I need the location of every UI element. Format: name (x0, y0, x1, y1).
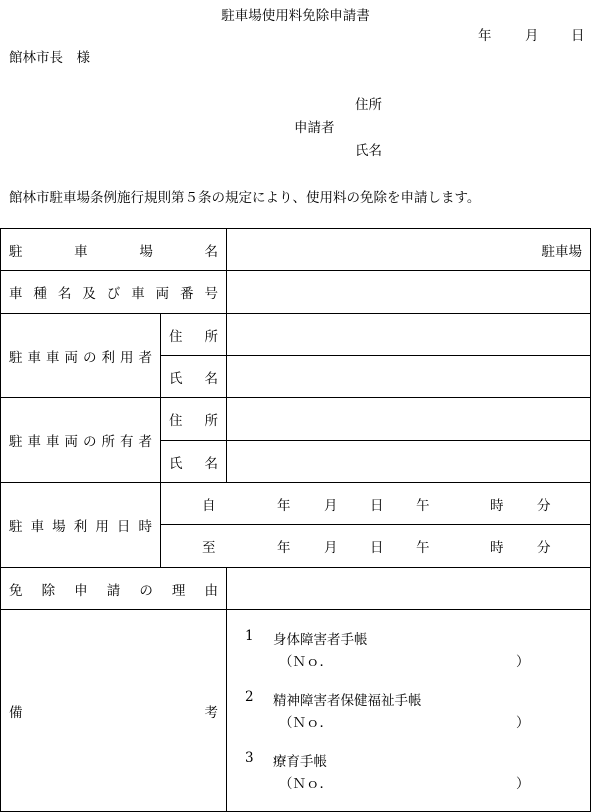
from-day: 日 (370, 497, 384, 514)
parking-name-field[interactable] (227, 229, 591, 271)
vehicle-user-label (1, 314, 161, 398)
applicant-label: 申請者 (294, 120, 335, 136)
remark-close-paren: ） (516, 715, 530, 731)
application-statement: 館林市駐車場条例施行規則第５条の規定により、使用料の免除を申請します。 (9, 190, 481, 206)
vehicle-field[interactable] (227, 271, 591, 314)
from-label: 自 (202, 497, 216, 514)
datetime-from-row (1, 483, 591, 525)
applicant-name-label: 氏名 (355, 143, 382, 159)
application-form-table (0, 228, 591, 812)
document-title: 駐車場使用料免除申請書 (221, 8, 370, 24)
parking-name-row (1, 229, 591, 271)
datetime-from-field[interactable] (161, 483, 591, 525)
to-label: 至 (202, 540, 216, 556)
owner-address-label: 住 所 (161, 398, 227, 441)
remark-no-label: （Ｎｏ． (279, 715, 333, 731)
to-month: 月 (324, 540, 338, 556)
remark-number: 3 (245, 750, 254, 766)
remark-title: 身体障害者手帳 (273, 632, 368, 648)
datetime-to-field[interactable] (161, 525, 591, 568)
from-year: 年 (277, 497, 291, 514)
remark-close-paren: ） (516, 776, 530, 792)
remarks-row (1, 610, 591, 812)
to-hour: 時 (490, 540, 504, 556)
from-ampm: 午 (416, 497, 430, 514)
remark-title: 療育手帳 (273, 754, 327, 770)
vehicle-label (1, 271, 227, 314)
vehicle-owner-label (1, 398, 161, 483)
parking-name-label-text: 駐 車 場 名 (9, 243, 218, 260)
remark-item[interactable] (235, 628, 582, 689)
parking-datetime-label (1, 483, 161, 568)
date-day-label: 日 (571, 28, 585, 44)
applicant-address-label: 住所 (355, 97, 382, 113)
remark-item[interactable] (235, 689, 582, 750)
from-month: 月 (324, 497, 338, 514)
to-day: 日 (370, 540, 384, 556)
parking-datetime-label-text: 駐 車 場 利 用 日 時 (9, 519, 152, 535)
parking-name-label (1, 229, 227, 271)
reason-row (1, 568, 591, 610)
remark-number: 2 (245, 689, 254, 705)
user-address-row (1, 314, 591, 356)
date-year-label: 年 (478, 28, 492, 44)
owner-address-row (1, 398, 591, 441)
owner-name-label: 氏 名 (161, 441, 227, 483)
owner-name-field[interactable] (227, 441, 591, 483)
user-name-label: 氏 名 (161, 356, 227, 398)
remark-item[interactable] (235, 750, 582, 811)
vehicle-label-text: 車 種 名 及 び 車 両 番 号 (9, 286, 218, 302)
remarks-field (227, 610, 591, 812)
to-ampm: 午 (416, 540, 430, 556)
remark-close-paren: ） (516, 654, 530, 670)
to-year: 年 (277, 540, 291, 556)
remarks-label (1, 610, 227, 812)
user-name-field[interactable] (227, 356, 591, 398)
reason-label (1, 568, 227, 610)
reason-field[interactable] (227, 568, 591, 610)
remarks-label-text: 備 考 (9, 704, 218, 721)
remark-no-label: （Ｎｏ． (279, 654, 333, 670)
date-month-label: 月 (525, 28, 539, 44)
addressee: 館林市長 様 (9, 50, 90, 66)
user-address-label: 住 所 (161, 314, 227, 356)
from-hour: 時 (490, 497, 504, 514)
user-address-field[interactable] (227, 314, 591, 356)
from-minute: 分 (537, 497, 551, 514)
remark-title: 精神障害者保健福祉手帳 (273, 693, 422, 709)
remark-no-label: （Ｎｏ． (279, 776, 333, 792)
parking-suffix: 駐車場 (541, 243, 582, 260)
owner-address-field[interactable] (227, 398, 591, 441)
reason-label-text: 免 除 申 請 の 理 由 (9, 582, 218, 599)
vehicle-owner-label-text: 駐 車 車 両 の 所 有 者 (9, 434, 152, 450)
vehicle-row (1, 271, 591, 314)
remark-number: 1 (245, 628, 254, 644)
to-minute: 分 (537, 540, 551, 556)
vehicle-user-label-text: 駐 車 車 両 の 利 用 者 (9, 349, 152, 366)
